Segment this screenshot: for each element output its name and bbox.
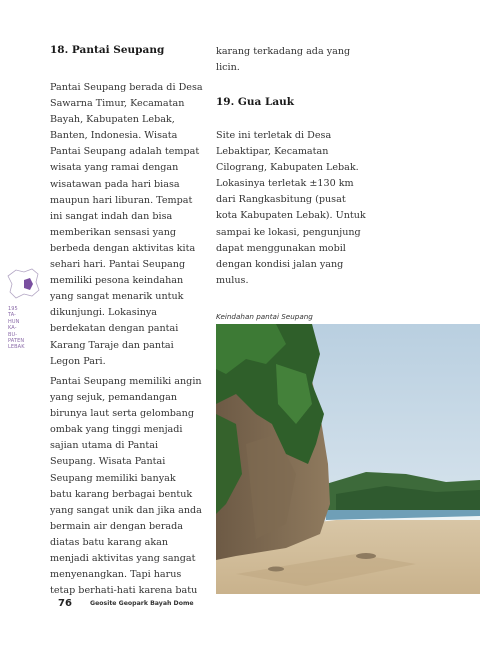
text-line: Lebaktipar, Kecamatan [216,146,329,158]
text-line: ombak yang tinggi menjadi [50,424,183,436]
text-line: karang terkadang ada yang [216,46,351,57]
text-line: Pantai Seupang memiliki angin [50,376,202,387]
text-line: maupun hari liburan. Tempat [50,194,193,206]
text-line: birunya laut serta gelombang [50,408,194,420]
section-heading-gua-lauk: 19. Gua Lauk [216,96,295,108]
beach-photo [216,324,480,594]
paragraph-pantai-seupang-detail [50,374,210,599]
text-line: Bayah, Kabupaten Lebak, [50,114,175,126]
paragraph-pantai-seupang-intro [50,80,210,370]
text-line: Site ini terletak di Desa [216,130,332,141]
text-line: memberikan sensasi yang [50,226,177,238]
text-line: yang sangat menarik untuk [50,291,184,303]
text-line: yang sejuk, pemandangan [50,392,178,404]
text-line: tetap berhati-hati karena batu [50,585,198,597]
text-line: Sawarna Timur, Kecamatan [50,98,185,110]
text-line: batu karang berbagai bentuk [50,488,193,500]
text-line: Karang Taraje dan pantai [50,339,174,351]
text-line: Lokasinya terletak ±130 km [216,178,354,190]
text-line: Cilograng, Kabupaten Lebak. [216,162,359,174]
text-line: dari Rangkasbitung (pusat [216,194,346,206]
text-line: wisatawan pada hari biasa [50,178,180,190]
text-line: berdekatan dengan pantai [50,323,179,335]
text-line: yang sangat unik dan jika anda [50,504,202,516]
paragraph-continuation [216,44,386,76]
sidebar-anniversary-text [8,306,38,351]
text-line: sajian utama di Pantai [50,440,159,452]
text-line: diatas batu karang akan [50,536,169,548]
sidebar-text-line: TA- [8,312,17,319]
text-line: wisata yang ramai dengan [50,162,179,174]
text-line: Seupang memiliki banyak [50,472,176,484]
page-number: 76 [58,598,72,609]
text-line: memiliki pesona keindahan [50,275,184,287]
sidebar-text-line: HUN [8,318,20,325]
text-line: Pantai Seupang berada di Desa [50,82,203,93]
text-line: mulus. [216,274,249,286]
text-line: ini sangat indah dan bisa [50,210,173,222]
text-line: berbeda dengan aktivitas kita [50,242,196,254]
text-line: Banten, Indonesia. Wisata [50,130,178,142]
sidebar-text-line: BU- [8,331,18,338]
text-line: licin. [216,62,240,74]
text-line: Seupang. Wisata Pantai [50,456,166,468]
sidebar-text-line: PATEN [8,338,25,345]
paragraph-gua-lauk [216,128,386,289]
text-line: menjadi aktivitas yang sangat [50,553,196,565]
text-line: sehari hari. Pantai Seupang [50,259,186,271]
text-line: dikunjungi. Lokasinya [50,307,158,319]
text-line: menyenangkan. Tapi harus [50,569,182,581]
text-line: dapat menggunakan mobil [216,242,346,254]
beach-photo-illustration [216,324,480,594]
text-line: Legon Pari. [50,355,106,367]
text-line: sampai ke lokasi, pengunjung [216,226,361,238]
text-line: dengan kondisi jalan yang [216,258,344,270]
lebak-map-icon [6,266,40,300]
footer-title: Geosite Geopark Bayah Dome [90,600,194,607]
sidebar-text-line: 195 [8,306,18,312]
text-line: bermain air dengan berada [50,520,184,532]
sidebar-text-line: KA- [8,325,17,332]
section-heading-pantai-seupang: 18. Pantai Seupang [50,44,165,56]
text-line: Pantai Seupang adalah tempat [50,146,200,158]
text-line: kota Kabupaten Lebak). Untuk [216,210,366,222]
photo-caption: Keindahan pantai Seupang [216,312,313,321]
sidebar-text-line: LEBAK [8,344,25,351]
